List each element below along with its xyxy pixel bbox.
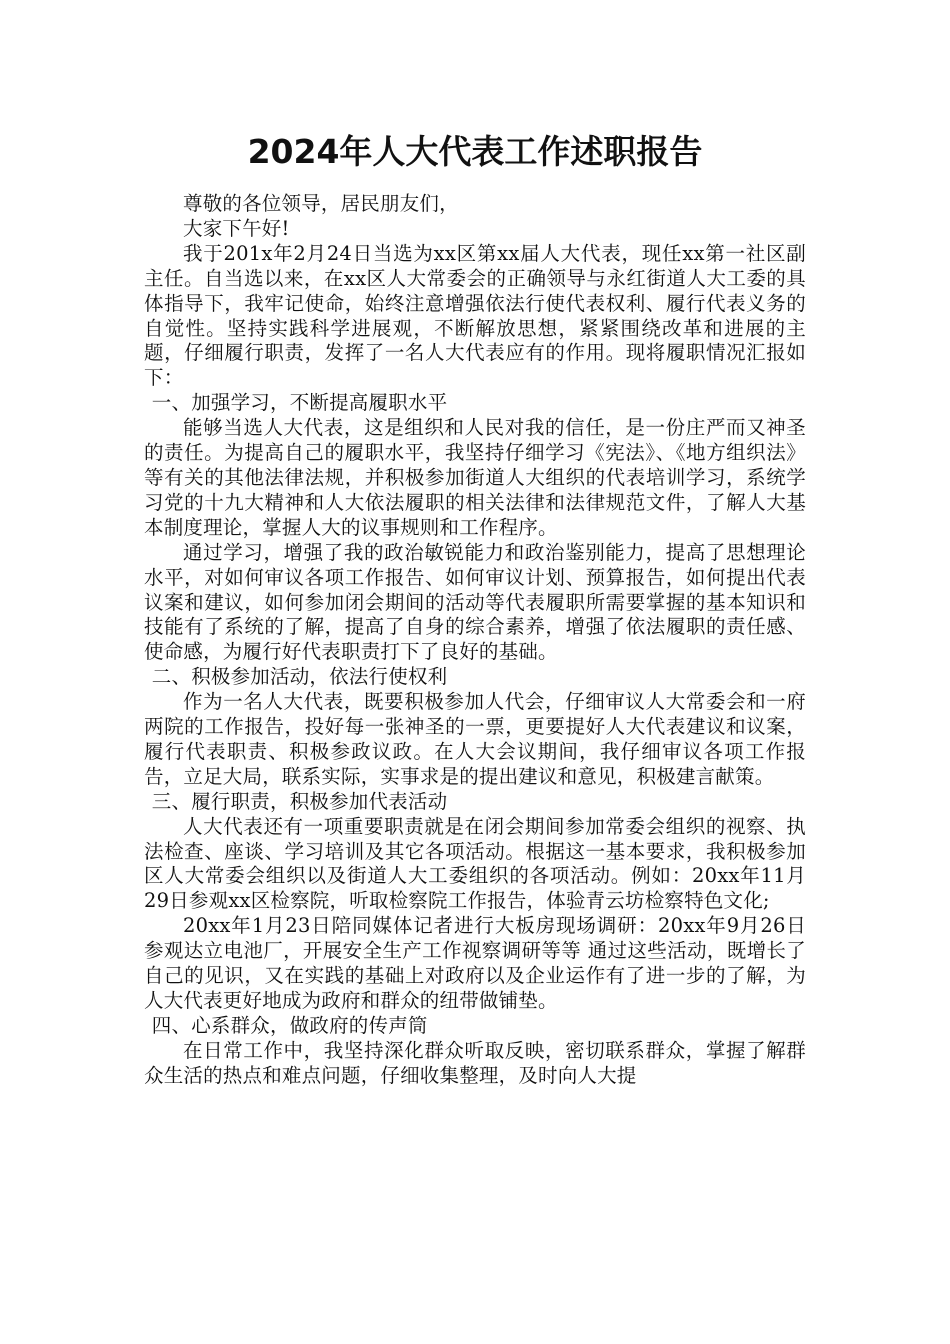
section-heading-1: 一、加强学习，不断提高履职水平 [151,391,448,415]
section-heading-3: 三、履行职责，积极参加代表活动 [151,789,448,813]
section-3-paragraph-1: 人大代表还有一项重要职责就是在闭会期间参加常委会组织的视察、执法检查、座谈、学习培训及其它各项活动。根据这一基本要求，我积极参加区人大常委会组织以及街道人大工委组织的各项活动。例如：20xx年11月29日参观xx区检察院，听取检察院工作报告，体验青云坊检察特色文化; [144,814,806,913]
document-title: 2024年人大代表工作述职报告 [247,132,703,171]
section-1-paragraph-2: 通过学习，增强了我的政治敏锐能力和政治鉴别能力，提高了思想理论水平，对如何审议各项工作报告、如何审议计划、预算报告，如何提出代表议案和建议，如何参加闭会期间的活动等代表履职所需要掌握的基本知识和技能有了系统的了解，提高了自身的综合素养，增强了依法履职的责任感、使命感，为履行好代表职责打下了良好的基础。 [144,540,806,664]
document-page [144,120,806,1089]
greeting: 大家下午好! [183,216,290,240]
section-1-paragraph-1: 能够当选人大代表，这是组织和人民对我的信任，是一份庄严而又神圣的责任。为提高自己的履职水平，我坚持仔细学习《宪法》、《地方组织法》等有关的其他法律法规，并积极参加街道人大组织的代表培训学习，系统学习党的十九大精神和人大依法履职的相关法律和法律规范文件，了解人大基本制度理论，掌握人大的议事规则和工作程序。 [144,416,806,539]
section-4-paragraph-1: 在日常工作中，我坚持深化群众听取反映，密切联系群众，掌握了解群众生活的热点和难点问题，仔细收集整理，及时向人大提 [144,1038,806,1087]
section-3-paragraph-2: 20xx年1月23日陪同媒体记者进行大板房现场调研：20xx年9月26日参观达立电池厂，开展安全生产工作视察调研等等 通过这些活动，既增长了自己的见识，又在实践的基础上对政府以及企业运作有了进一步的了解，为人大代表更好地成为政府和群众的纽带做铺垫。 [144,914,806,1012]
section-heading-2: 二、积极参加活动，依法行使权利 [151,665,448,689]
section-2-paragraph-1: 作为一名人大代表，既要积极参加人代会，仔细审议人大常委会和一府两院的工作报告，投好每一张神圣的一票，更要提好人大代表建议和议案，履行代表职责、积极参政议政。在人大会议期间，我仔细审议各项工作报告，立足大局，联系实际，实事求是的提出建议和意见，积极建言献策。 [144,690,806,788]
salutation: 尊敬的各位领导，居民朋友们， [183,192,459,215]
section-heading-4: 四、心系群众，做政府的传声筒 [151,1013,428,1037]
document-body [144,192,806,1089]
intro-paragraph: 我于201x年2月24日当选为xx区第xx届人大代表，现任xx第一社区副主任。自当选以来，在xx区人大常委会的正确领导与永红街道人大工委的具体指导下，我牢记使命，始终注意增强依法行使代表权利、履行代表义务的自觉性。坚持实践科学进展观，不断解放思想，紧紧围绕改革和进展的主题，仔细履行职责，发挥了一名人大代表应有的作用。现将履职情况汇报如下： [144,241,806,390]
